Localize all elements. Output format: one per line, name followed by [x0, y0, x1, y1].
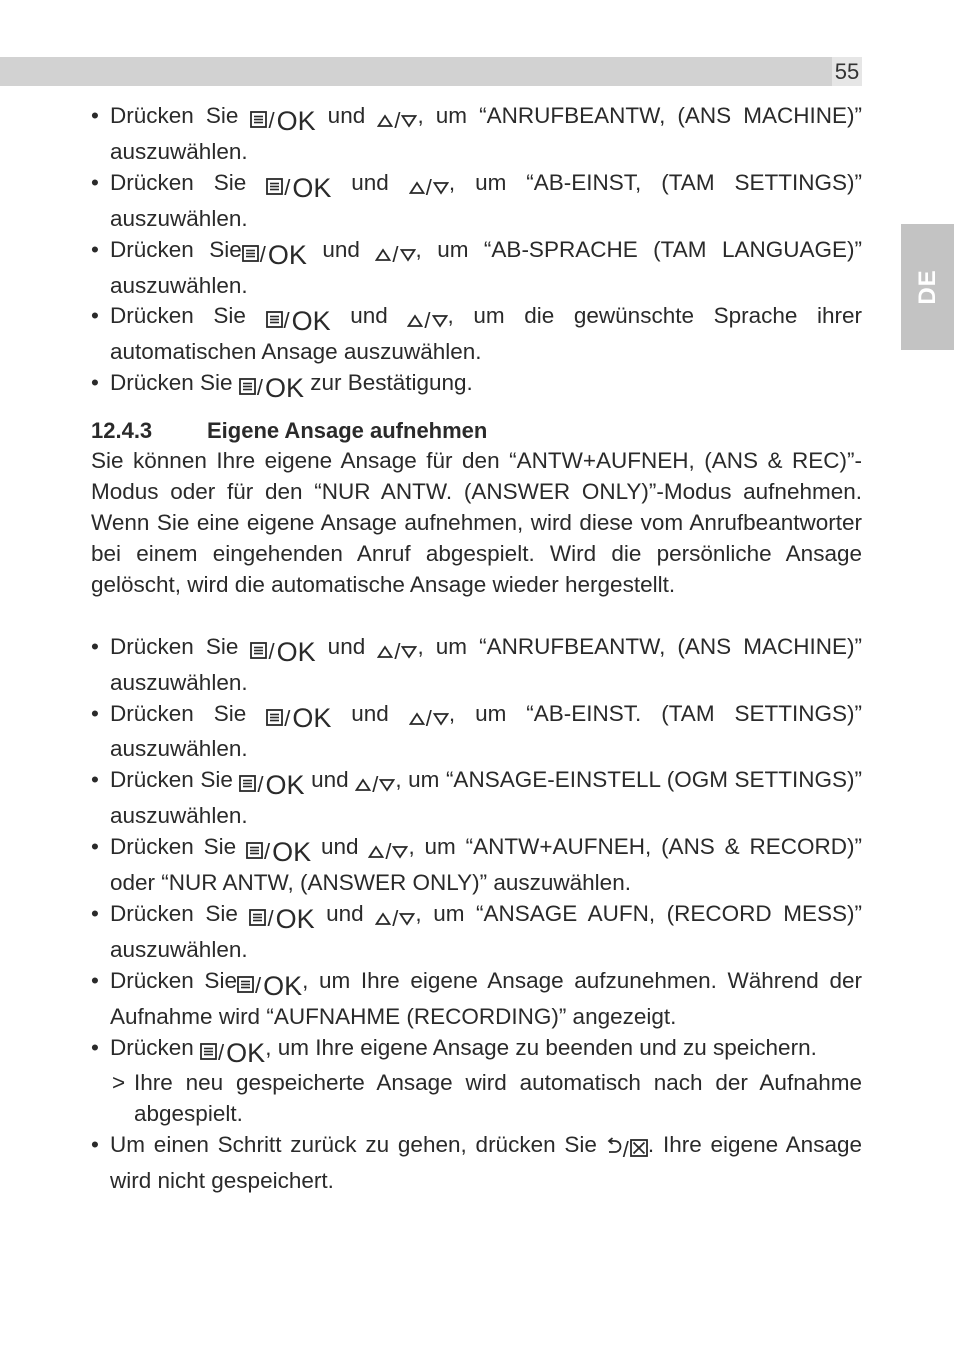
menu-list-icon	[266, 306, 283, 337]
menu-list-icon	[250, 637, 267, 668]
menu-list-icon	[246, 837, 263, 868]
ok-label: OK	[275, 903, 315, 934]
list-item: • Drücken Sie / OK und / , um “ANSAGE AUFN, (RECORD MESS)” auszuwählen.	[91, 900, 862, 962]
menu-list-icon	[242, 240, 259, 271]
menu-list-icon	[237, 971, 254, 1002]
bullet: •	[91, 700, 99, 726]
slash: /	[283, 308, 290, 334]
bullet: •	[91, 303, 99, 329]
up-arrow-icon	[377, 637, 393, 668]
list-item: • Drücken Sie / OK und / , um “ANRUFBEANTW, (ANS MACHINE)” auszuwählen.	[91, 103, 863, 164]
slash: /	[267, 905, 274, 931]
delete-icon	[630, 1135, 648, 1166]
list-item: • Drücken Sie / OK und / , um “ANSAGE-EINSTELL (OGM SETTINGS)” auszuwählen.	[91, 767, 862, 829]
up-down-arrow-icon	[377, 106, 417, 137]
slash: /	[394, 108, 401, 133]
menu-ok-icon	[200, 1038, 265, 1069]
bullet: •	[91, 633, 99, 659]
slash: /	[284, 174, 291, 200]
list-item: • Um einen Schritt zurück zu gehen, drücken Sie / . Ihre eigene Ansage wird nicht gespeichert.	[91, 1132, 862, 1194]
up-down-arrow-icon	[355, 770, 395, 801]
bullet: •	[91, 900, 99, 926]
slash: /	[218, 1039, 225, 1065]
menu-list-icon	[250, 106, 267, 137]
slash: /	[268, 638, 275, 664]
bullet: •	[91, 767, 99, 793]
menu-list-icon	[266, 704, 283, 735]
bullet: •	[91, 1132, 99, 1158]
section-heading	[91, 416, 862, 446]
spacer	[91, 404, 862, 416]
instruction-list-3	[91, 1130, 862, 1197]
bullet: •	[91, 370, 99, 396]
down-arrow-icon	[379, 770, 395, 801]
up-arrow-icon	[407, 306, 423, 337]
slash: /	[256, 375, 263, 401]
down-arrow-icon	[392, 837, 408, 868]
section-number: 12.4.3	[91, 418, 153, 444]
menu-ok-icon	[246, 837, 311, 868]
menu-ok-icon	[239, 770, 304, 801]
slash: /	[425, 705, 432, 731]
sub-note-marker: >	[112, 1070, 126, 1096]
page-number: 55	[832, 57, 862, 86]
menu-list-icon	[200, 1038, 217, 1069]
ok-label: OK	[264, 373, 304, 404]
list-item: • Drücken / OK , um Ihre eigene Ansage zu beenden und zu speichern.	[91, 1034, 817, 1068]
list-item: • Drücken Sie / OK und / , um “AB-EINST. (TAM SETTINGS)” auszuwählen.	[91, 700, 862, 762]
bullet: •	[91, 169, 99, 195]
up-arrow-icon	[375, 904, 391, 935]
slash: /	[259, 241, 266, 267]
instruction-list-2	[91, 632, 862, 1069]
slash: /	[372, 772, 379, 798]
ok-label: OK	[272, 837, 312, 868]
ok-label: OK	[292, 172, 332, 203]
down-arrow-icon	[432, 306, 448, 337]
down-arrow-icon	[433, 704, 449, 735]
ok-label: OK	[291, 306, 331, 337]
ok-label: OK	[265, 770, 305, 801]
ok-label: OK	[226, 1037, 266, 1068]
menu-ok-icon	[266, 173, 331, 204]
up-arrow-icon	[368, 837, 384, 868]
list-item: • Drücken Sie / OK und / , um die gewünschte Sprache ihrer automatischen Ansage auszuwählen.	[91, 303, 863, 365]
up-down-arrow-icon	[377, 637, 417, 668]
up-down-arrow-icon	[407, 306, 447, 337]
ok-label: OK	[276, 636, 316, 667]
up-arrow-icon	[375, 240, 391, 271]
section-title: Eigene Ansage aufnehmen	[207, 418, 488, 444]
menu-list-icon	[239, 373, 256, 404]
slash: /	[254, 972, 262, 998]
ok-label: OK	[263, 970, 303, 1001]
menu-list-icon	[266, 173, 283, 204]
ok-label: OK	[292, 703, 332, 734]
up-arrow-icon	[355, 770, 371, 801]
menu-ok-icon	[266, 306, 331, 337]
bullet: •	[91, 1034, 99, 1060]
language-tab-label: DE	[913, 269, 941, 305]
slash: /	[392, 241, 399, 267]
list-item: • Drücken Sie / OK zur Bestätigung.	[91, 370, 473, 404]
down-arrow-icon	[401, 106, 417, 137]
slash: /	[263, 839, 271, 865]
down-arrow-icon	[433, 173, 449, 204]
menu-ok-icon	[239, 373, 304, 404]
slash: /	[394, 638, 401, 664]
bullet: •	[91, 834, 99, 860]
list-item: • Drücken Sie / OK und / , um “ANRUFBEANTW, (ANS MACHINE)” auszuwählen.	[91, 633, 863, 695]
menu-list-icon	[239, 770, 256, 801]
list-item: • Drücken Sie / OK und / , um “AB-SPRACHE (TAM LANGUAGE)” auszuwählen.	[91, 236, 862, 298]
menu-ok-icon	[250, 637, 315, 668]
menu-ok-icon	[266, 704, 331, 735]
up-arrow-icon	[377, 106, 393, 137]
slash: /	[284, 705, 291, 731]
slash: /	[268, 108, 275, 133]
slash: /	[392, 905, 399, 931]
slash: /	[425, 174, 432, 200]
menu-ok-icon	[242, 240, 307, 271]
section-paragraph: Sie können Ihre eigene Ansage für den “ANTW+AUFNEH, (ANS & REC)”-Modus oder für den “NUR ANTW. (ANSWER ONLY)”-Modus aufnehmen. Wenn Sie eine eigene Ansage aufnehmen, wird diese vom Anrufbeantworter bei einem eingehenden Anruf abgespielt. Wird die persönliche Ansage gelöscht, wird die automatische Ansage wieder hergestellt.	[91, 448, 862, 597]
spacer	[91, 601, 862, 632]
list-item: • Drücken Sie / OK und / , um “ANTW+AUFNEH, (ANS & RECORD)” oder “NUR ANTW, (ANSWER ONLY)” auszuwählen.	[91, 834, 862, 896]
menu-ok-icon	[249, 904, 314, 935]
up-down-arrow-icon	[375, 240, 415, 271]
up-arrow-icon	[409, 704, 425, 735]
instruction-list-1	[91, 101, 862, 404]
list-item: • Drücken Sie / OK , um Ihre eigene Ansage aufzunehmen. Während der Aufnahme wird “AUFNAHME (RECORDING)” angezeigt.	[91, 967, 862, 1029]
language-tab	[901, 224, 954, 350]
back-delete-icon	[606, 1135, 648, 1166]
slash: /	[622, 1137, 629, 1163]
menu-list-icon	[249, 904, 266, 935]
ok-label: OK	[267, 239, 307, 270]
down-arrow-icon	[401, 637, 417, 668]
slash: /	[257, 772, 264, 798]
up-down-arrow-icon	[368, 837, 408, 868]
ok-label: OK	[276, 105, 316, 136]
bullet: •	[91, 103, 99, 128]
up-arrow-icon	[409, 173, 425, 204]
menu-ok-icon	[250, 106, 315, 137]
down-arrow-icon	[400, 240, 416, 271]
menu-ok-icon	[237, 971, 302, 1002]
slash: /	[424, 308, 431, 334]
page-content	[91, 101, 862, 1197]
slash: /	[385, 839, 392, 865]
up-down-arrow-icon	[375, 904, 415, 935]
back-icon	[606, 1135, 622, 1166]
sub-note: > Ihre neu gespeicherte Ansage wird automatisch nach der Aufnahme abgespielt.	[112, 1070, 862, 1127]
up-down-arrow-icon	[409, 173, 449, 204]
bullet: •	[91, 967, 99, 993]
up-down-arrow-icon	[409, 704, 449, 735]
bullet: •	[91, 236, 99, 262]
header-bar	[0, 57, 862, 86]
down-arrow-icon	[399, 904, 415, 935]
list-item: • Drücken Sie / OK und / , um “AB-EINST, (TAM SETTINGS)” auszuwählen.	[91, 169, 862, 231]
